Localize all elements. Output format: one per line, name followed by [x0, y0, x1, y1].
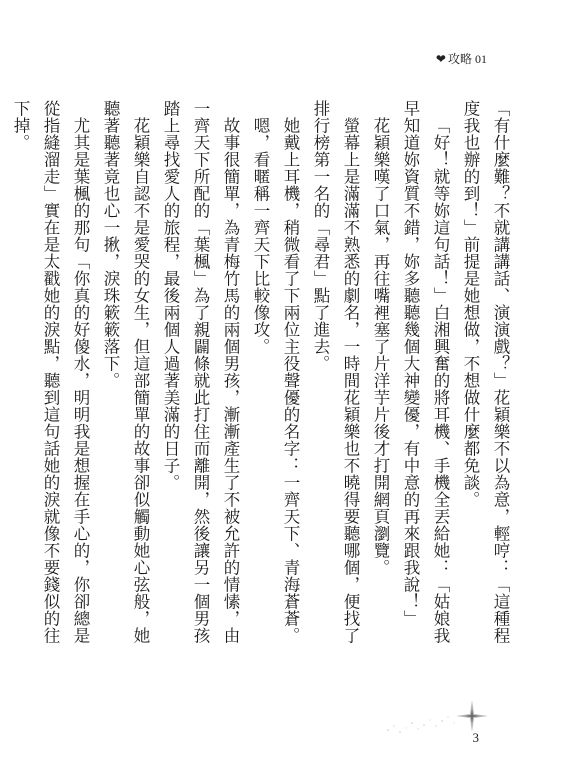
- page-number: 3: [472, 730, 479, 745]
- vertical-text-body: [11, 100, 515, 660]
- paragraph: 故事很簡單，為青梅竹馬的兩個男孩，漸漸產生了不被允許的情愫，由一齊天下所配的「葉楓」為了親闢條就此打住而離開，然後讓另一個男孩踏上尋找愛人的旅程，最後兩個人過著美滿的日子。: [161, 100, 240, 644]
- header-title: 攻略 01: [447, 52, 487, 66]
- running-header: [436, 50, 487, 67]
- paragraph: 花穎樂自認不是愛哭的女生，但這部簡單的故事卻似觸動她心弦般，她聽著聽著竟也心一揪，淚珠簌簌落下。: [101, 100, 150, 644]
- paragraph: 「有什麼難？不就講講話、演演戲？」花穎樂不以為意，輕哼：「這種程度我也辦的到！」前提是她想做，不想做什麼都免談。: [461, 100, 510, 644]
- paragraph: 螢幕上是滿滿不熟悉的劇名，一時間花穎樂也不曉得要聽哪個，便找了排行榜第一名的「尋君」點了進去。: [311, 100, 360, 644]
- paragraph: 嗯，看暱稱一齊天下比較像攻。: [251, 116, 270, 355]
- paragraph: 「好！就等妳這句話！」白湘興奮的將耳機、手機全丟給她：「姑娘我早知道妳資質不錯，妳多聽聽幾個大神變優，有中意的再來跟我說！」: [401, 100, 450, 644]
- paragraph: 尤其是葉楓的那句「你真的好傻水，明明我是想握在手心的，你卻總是從指縫溜走」實在是太戳她的淚點，聽到這句話她的淚就像不要錢似的往下掉。: [11, 100, 90, 644]
- sparkle-decoration-icon: [380, 690, 500, 750]
- paragraph: 花穎樂嘆了口氣，再往嘴裡塞了片洋芋片後才打開網頁瀏覽。: [371, 116, 390, 576]
- paragraph: 她戴上耳機，稍微看了下兩位主役聲優的名字：一齊天下、青海蒼蒼。: [281, 116, 300, 644]
- heart-icon: ❤: [435, 51, 446, 66]
